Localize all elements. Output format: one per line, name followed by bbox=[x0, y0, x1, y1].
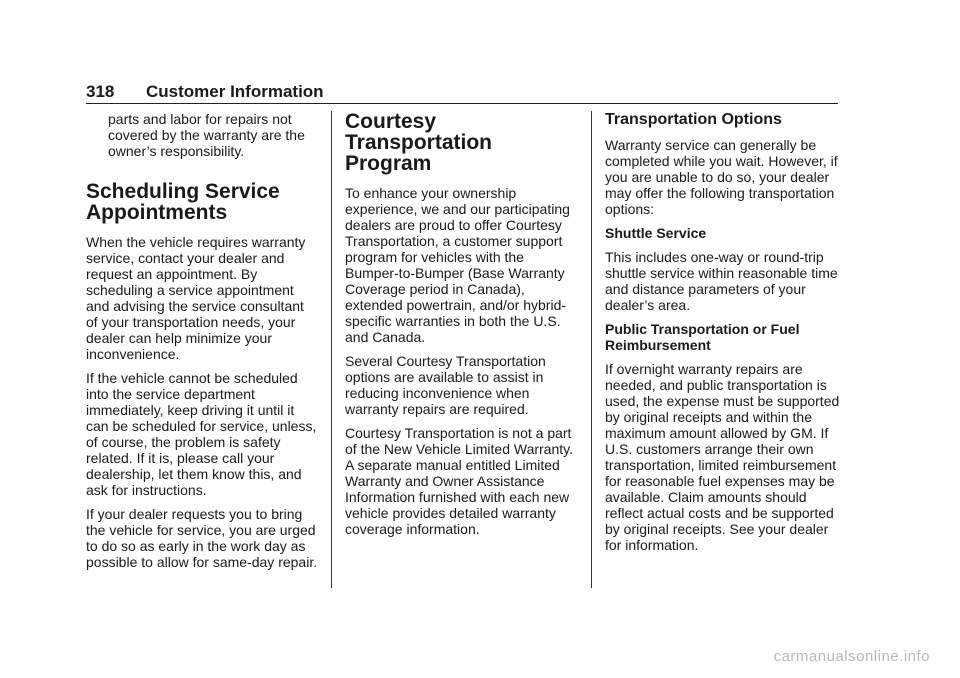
courtesy-paragraph-2: Several Courtesy Transportation options are available to assist in reducing inconvenience when warranty repairs are required. bbox=[345, 353, 546, 417]
section-title: Customer Information bbox=[146, 82, 324, 101]
column-1 bbox=[86, 111, 318, 578]
shuttle-service-subheading: Shuttle Service bbox=[605, 225, 707, 241]
options-paragraph-2: This includes one-way or round-trip shuttle service within reasonable time and distance parameters of your dealer’s area. bbox=[605, 249, 838, 313]
options-paragraph-3: If overnight warranty repairs are needed, and public transportation is used, the expense must be supported by original receipts and within the maximum amount allowed by GM. If U.S. customers arrange their own transportation, limited reimbursement for reasonable fuel expenses may be available. Claim amounts should reflect actual costs and be supported by original receipts. See your dealer for information. bbox=[605, 361, 840, 553]
continuation-text: parts and labor for repairs not covered by the warranty are the owner’s responsibility. bbox=[108, 111, 305, 159]
scheduling-paragraph-2: If the vehicle cannot be scheduled into the service department immediately, keep driving it until it can be scheduled for service, unless, of course, the problem is safety related. If it is, please call your dealership, let them know this, and ask for instructions. bbox=[86, 370, 317, 498]
scheduling-paragraph-3: If your dealer requests you to bring the vehicle for service, you are urged to do so as early in the work day as possible to allow for same-day repair. bbox=[86, 506, 318, 570]
public-transport-subheading bbox=[605, 321, 841, 353]
column-divider-2 bbox=[591, 111, 592, 588]
options-paragraph-1: Warranty service can generally be completed while you wait. However, if you are unable to do so, your dealer may offer the following transportation options: bbox=[605, 137, 838, 217]
page-number: 318 bbox=[86, 82, 115, 101]
courtesy-heading bbox=[345, 111, 580, 174]
watermark-text: carmanualsonline.info bbox=[773, 648, 930, 665]
page-header bbox=[86, 81, 838, 103]
transportation-options-heading: Transportation Options bbox=[605, 111, 782, 128]
courtesy-heading-line1: Courtesy Transportation bbox=[345, 110, 493, 154]
scheduling-heading bbox=[86, 181, 318, 223]
column-3 bbox=[605, 111, 841, 561]
courtesy-paragraph-1: To enhance your ownership experience, we and our participating dealers are proud to offer Courtesy Transportation, a customer support program for vehicles with the Bumper-to-Bumper (Base Warranty Coverage period in Canada), extended powertrain, and/or hybrid-specific warranties in both the U.S. and Canada. bbox=[345, 185, 570, 345]
scheduling-paragraph-1: When the vehicle requires warranty service, contact your dealer and request an appointment. By scheduling a service appointment and advising the service consultant of your transportation needs, your dealer can help minimize your inconvenience. bbox=[86, 234, 306, 362]
header-rule bbox=[86, 103, 838, 104]
courtesy-heading-line2: Program bbox=[345, 152, 432, 175]
public-transport-subheading-line2: Reimbursement bbox=[605, 337, 711, 353]
column-2 bbox=[345, 111, 580, 545]
courtesy-paragraph-3: Courtesy Transportation is not a part of the New Vehicle Limited Warranty. A separate manual entitled Limited Warranty and Owner Assistance Information furnished with each new vehicle provides detailed warranty coverage information. bbox=[345, 425, 573, 537]
public-transport-subheading-line1: Public Transportation or Fuel bbox=[605, 321, 800, 337]
column-divider-1 bbox=[331, 111, 332, 588]
scheduling-heading-line1: Scheduling Service bbox=[86, 180, 280, 203]
scheduling-heading-line2: Appointments bbox=[86, 201, 228, 224]
